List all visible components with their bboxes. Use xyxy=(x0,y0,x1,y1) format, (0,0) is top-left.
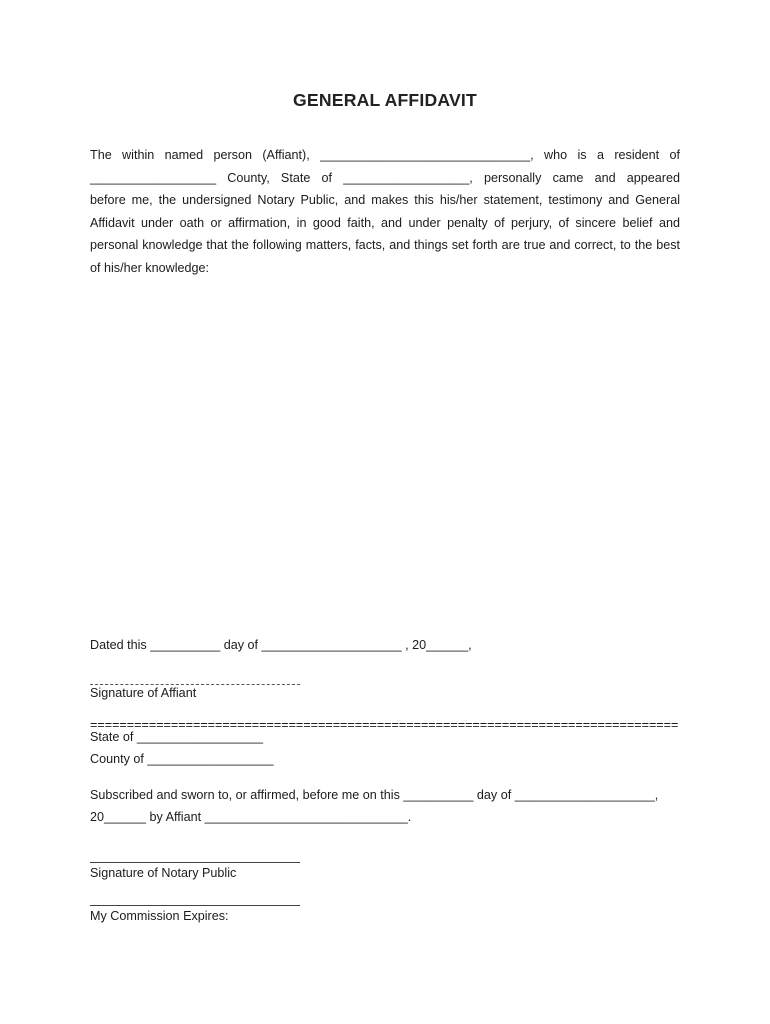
intro-line-3: before me, the undersigned Notary Public, and makes this his/her statement, testimony and General xyxy=(90,193,680,208)
county-line: County of __________________ xyxy=(90,752,274,766)
subscribed-sworn-line-2: 20______ by Affiant _____________________________. xyxy=(90,810,412,824)
document-title: GENERAL AFFIDAVIT xyxy=(293,90,477,110)
intro-line-6: of his/her knowledge: xyxy=(90,260,210,275)
subscribed-sworn-line-1: Subscribed and sworn to, or affirmed, before me on this __________ day of ____________________, xyxy=(90,788,659,802)
dated-line: Dated this __________ day of ____________________ , 20______, xyxy=(90,638,472,652)
commission-expires-line xyxy=(90,905,300,906)
section-separator: ================================================================================ xyxy=(90,718,679,732)
commission-expires-label: My Commission Expires: xyxy=(90,909,229,923)
affidavit-intro-paragraph xyxy=(90,144,680,280)
intro-line-1: The within named person (Affiant), ______________________________, who is a resident of xyxy=(90,148,680,162)
intro-line-2: __________________ County, State of __________________, personally came and appeared xyxy=(90,170,680,185)
affiant-signature-label: Signature of Affiant xyxy=(90,686,197,700)
state-line: State of __________________ xyxy=(90,730,263,744)
notary-signature-label: Signature of Notary Public xyxy=(90,866,237,880)
notary-signature-line xyxy=(90,862,300,863)
intro-line-5: personal knowledge that the following matters, facts, and things set forth are true and correct, to the best xyxy=(90,238,680,253)
intro-line-4: Affidavit under oath or affirmation, in good faith, and under penalty of perjury, of sincere belief and xyxy=(90,215,680,230)
